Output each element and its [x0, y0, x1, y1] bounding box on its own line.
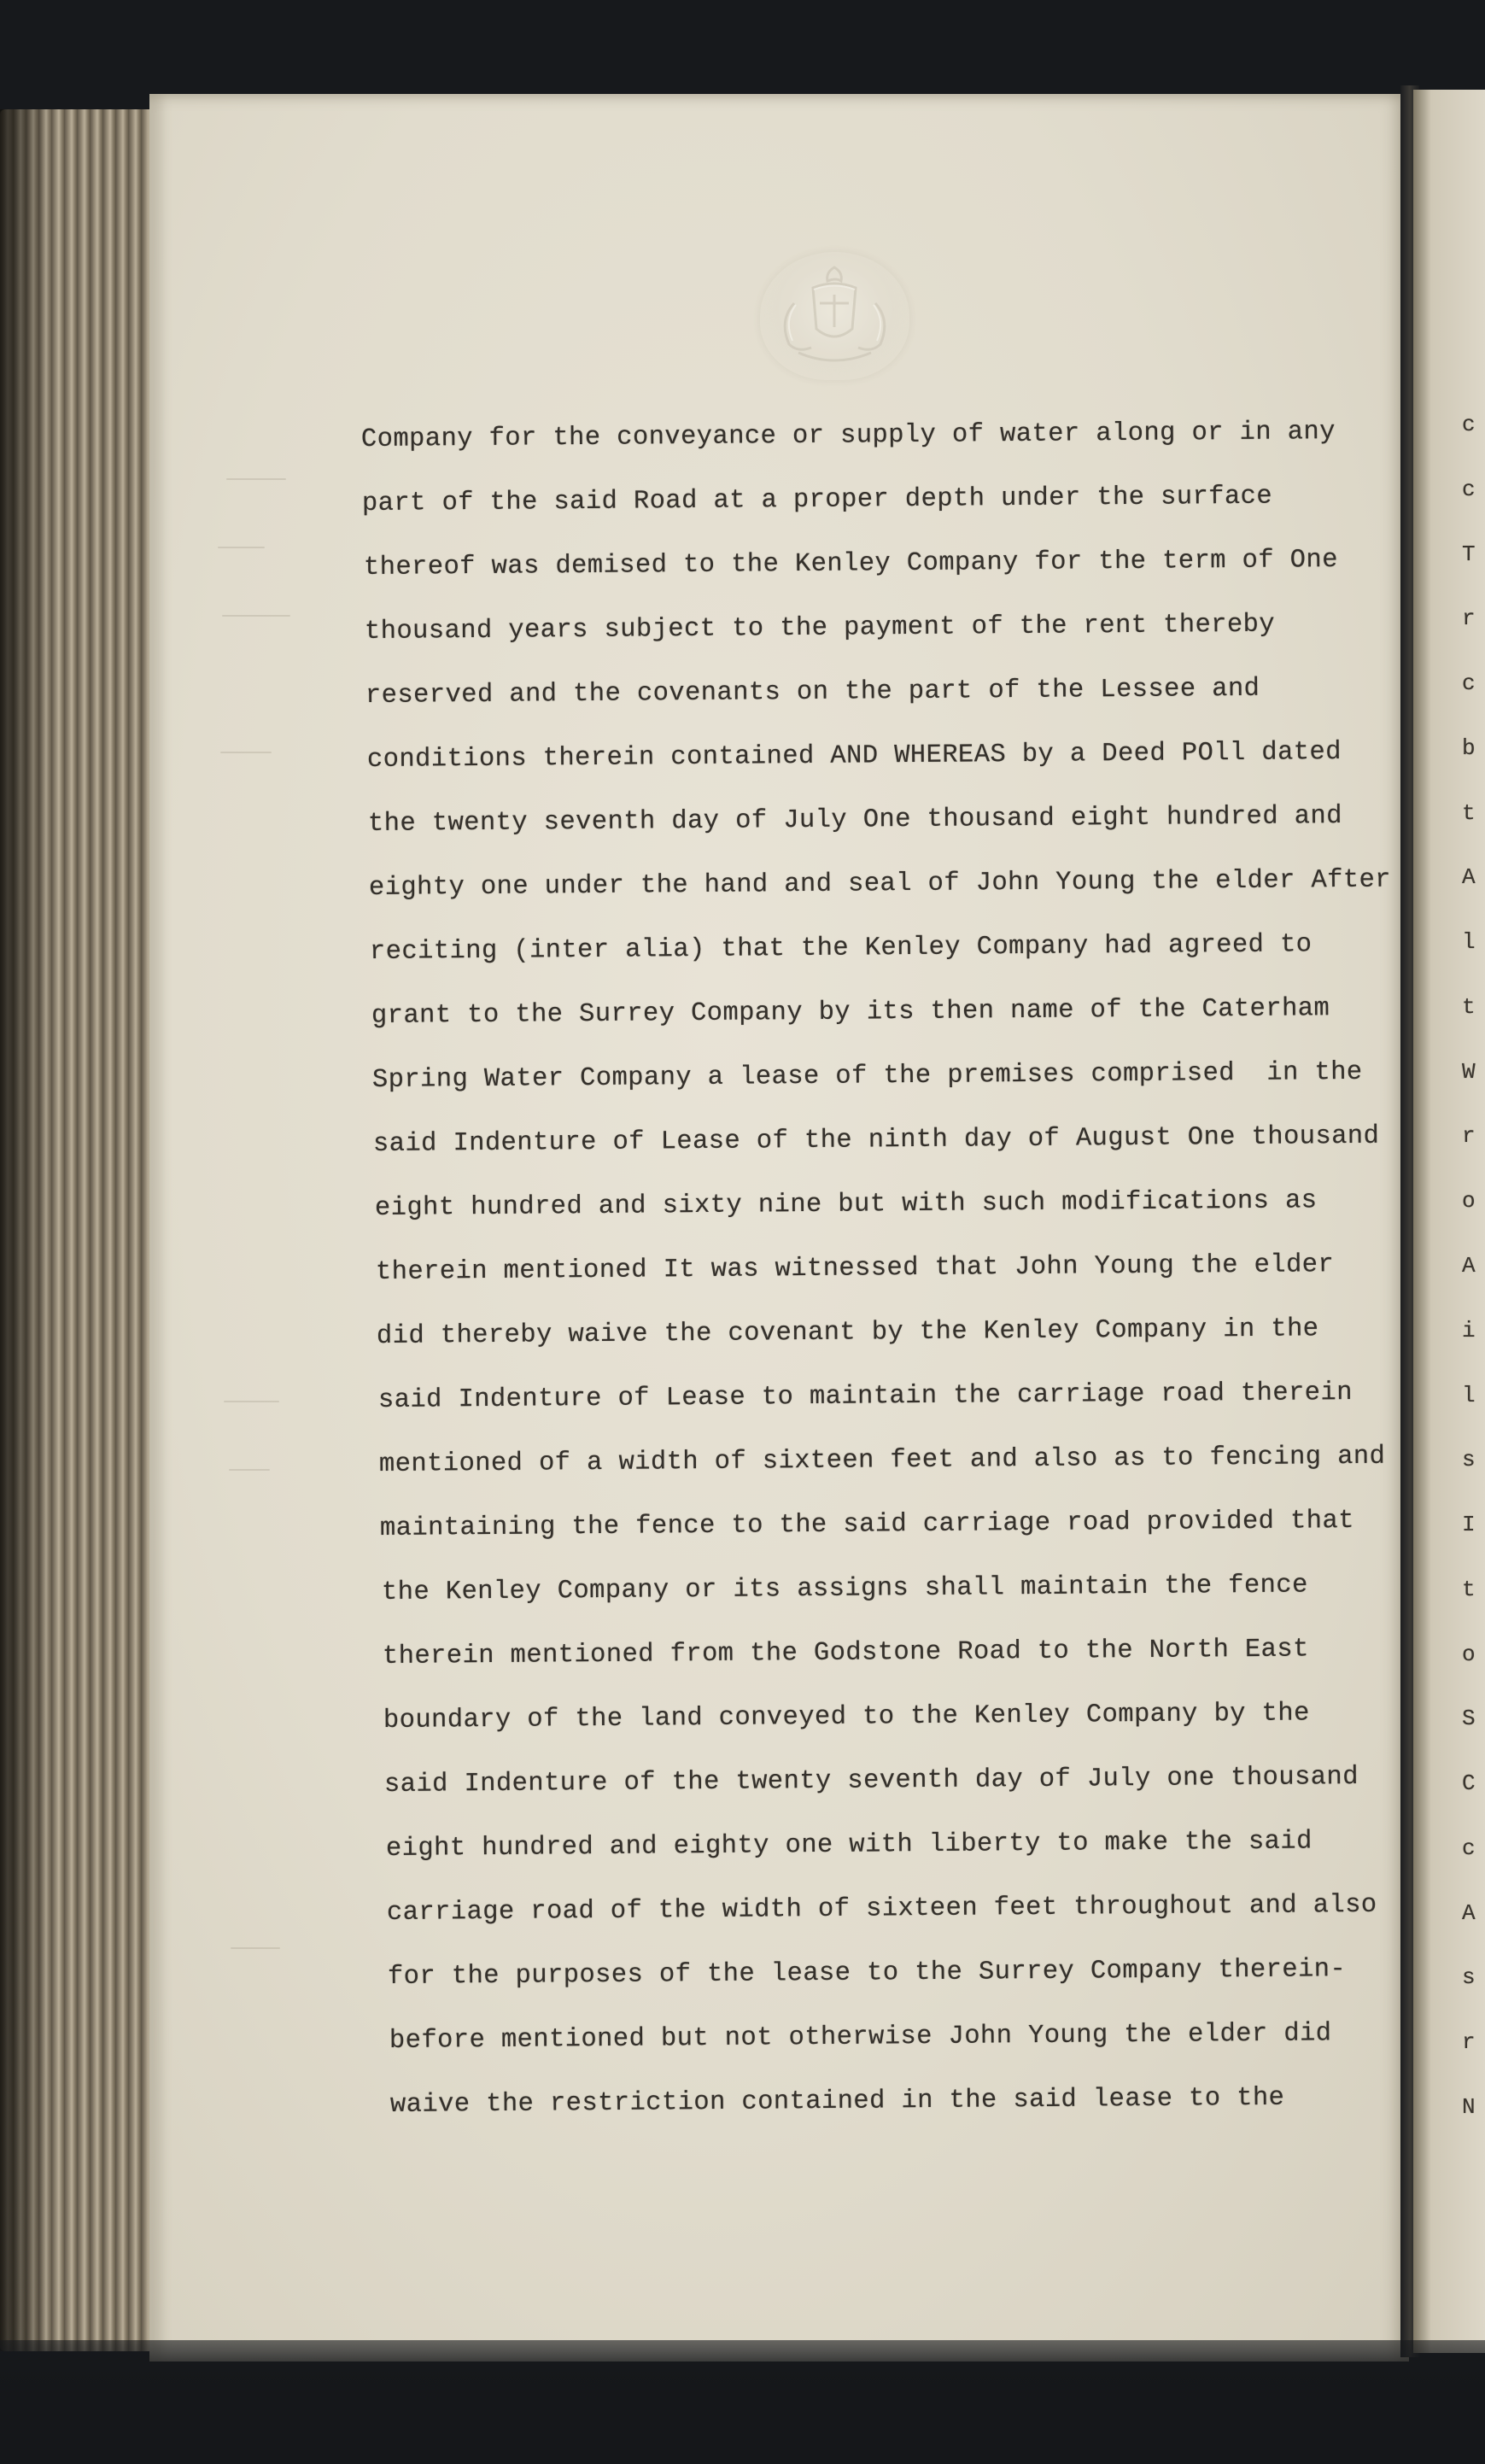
- facing-page-fragment: o: [1462, 1188, 1476, 1214]
- facing-page-fragment: C: [1462, 1770, 1476, 1797]
- typed-text-block: [149, 94, 1400, 2362]
- document-line: boundary of the land conveyed to the Kenley Company by the: [383, 1699, 1311, 1735]
- document-line: maintaining the fence to the said carriage road provided that: [380, 1507, 1355, 1543]
- document-line: waive the restriction contained in the said lease to the: [389, 2083, 1285, 2120]
- facing-page-fragment: c: [1462, 412, 1476, 437]
- facing-page-fragment: S: [1462, 1706, 1476, 1732]
- facing-page-fragment: s: [1462, 1964, 1476, 1991]
- facing-page-fragment: r: [1462, 2029, 1476, 2056]
- facing-page-fragment: b: [1462, 735, 1476, 761]
- document-line: part of the said Road at a proper depth under the surface: [362, 482, 1273, 518]
- document-line: reciting (inter alia) that the Kenley Company had agreed to: [370, 930, 1313, 967]
- facing-page-fragment: I: [1462, 1512, 1476, 1538]
- document-line: thousand years subject to the payment of the rent thereby: [364, 610, 1276, 647]
- document-line: eight hundred and eighty one with liberty to make the said: [385, 1827, 1313, 1864]
- facing-page-fragment: A: [1462, 1899, 1476, 1926]
- document-line: the Kenley Company or its assigns shall maintain the fence: [381, 1571, 1308, 1607]
- document-line: Spring Water Company a lease of the premises comprised in the: [371, 1057, 1363, 1095]
- facing-page-text-clip: [1418, 90, 1485, 2353]
- document-line: grant to the Surrey Company by its then name of the Caterham: [371, 994, 1330, 1031]
- document-line: eighty one under the hand and seal of John Young the elder After: [369, 865, 1392, 903]
- facing-page-fragment: t: [1462, 1576, 1476, 1602]
- document-line: did thereby waive the covenant by the Kenley Company in the: [377, 1314, 1319, 1351]
- facing-page-fragment: c: [1462, 476, 1476, 502]
- document-line: the twenty seventh day of July One thousand eight hundred and: [367, 802, 1342, 839]
- document-line: for the purposes of the lease to the Surrey Company therein-: [388, 1955, 1347, 1992]
- document-line: mentioned of a width of sixteen feet and also as to fencing and: [378, 1442, 1386, 1479]
- document-line: therein mentioned from the Godstone Road to the North East: [382, 1635, 1309, 1671]
- document-line: therein mentioned It was witnessed that John Young the elder: [375, 1250, 1335, 1287]
- facing-page-fragment: r: [1462, 606, 1476, 632]
- facing-page-fragment: T: [1462, 541, 1476, 567]
- document-line: carriage road of the width of sixteen feet throughout and also: [386, 1890, 1377, 1928]
- document-line: said Indenture of Lease of the ninth day of August One thousand: [373, 1121, 1380, 1159]
- document-line: Company for the conveyance or supply of water along or in any: [360, 418, 1336, 454]
- facing-page-fragment: t: [1462, 799, 1476, 826]
- left-edge-shadow: [0, 109, 51, 2351]
- facing-page-fragment: o: [1462, 1641, 1476, 1667]
- document-line: conditions therein contained AND WHEREAS by a Deed POll dated: [366, 738, 1342, 775]
- facing-page-fragment: N: [1462, 2094, 1476, 2120]
- facing-page-fragment: s: [1462, 1447, 1476, 1473]
- document-line: before mentioned but not otherwise John Young the elder did: [389, 2019, 1332, 2056]
- facing-page-fragment: A: [1462, 864, 1476, 891]
- facing-page-fragment: r: [1462, 1123, 1476, 1150]
- bottom-shadow: [0, 2340, 1485, 2464]
- facing-page-fragment: l: [1462, 929, 1476, 956]
- facing-page-fragment: i: [1462, 1317, 1476, 1343]
- facing-page-fragment: A: [1462, 1253, 1476, 1279]
- document-line: said Indenture of Lease to maintain the carriage road therein: [377, 1378, 1353, 1415]
- facing-page-fragment: c: [1462, 670, 1476, 697]
- facing-page-fragment: c: [1462, 1835, 1476, 1861]
- facing-page-fragment: t: [1462, 993, 1476, 1020]
- facing-page-fragment: l: [1462, 1382, 1476, 1408]
- document-line: said Indenture of the twenty seventh day of July one thousand: [384, 1763, 1359, 1800]
- document-line: eight hundred and sixty nine but with such modifications as: [374, 1186, 1318, 1223]
- document-line: reserved and the covenants on the part of the Lessee and: [365, 674, 1260, 711]
- facing-page-fragment: W: [1462, 1058, 1476, 1085]
- document-line: thereof was demised to the Kenley Company for the term of One: [363, 546, 1338, 582]
